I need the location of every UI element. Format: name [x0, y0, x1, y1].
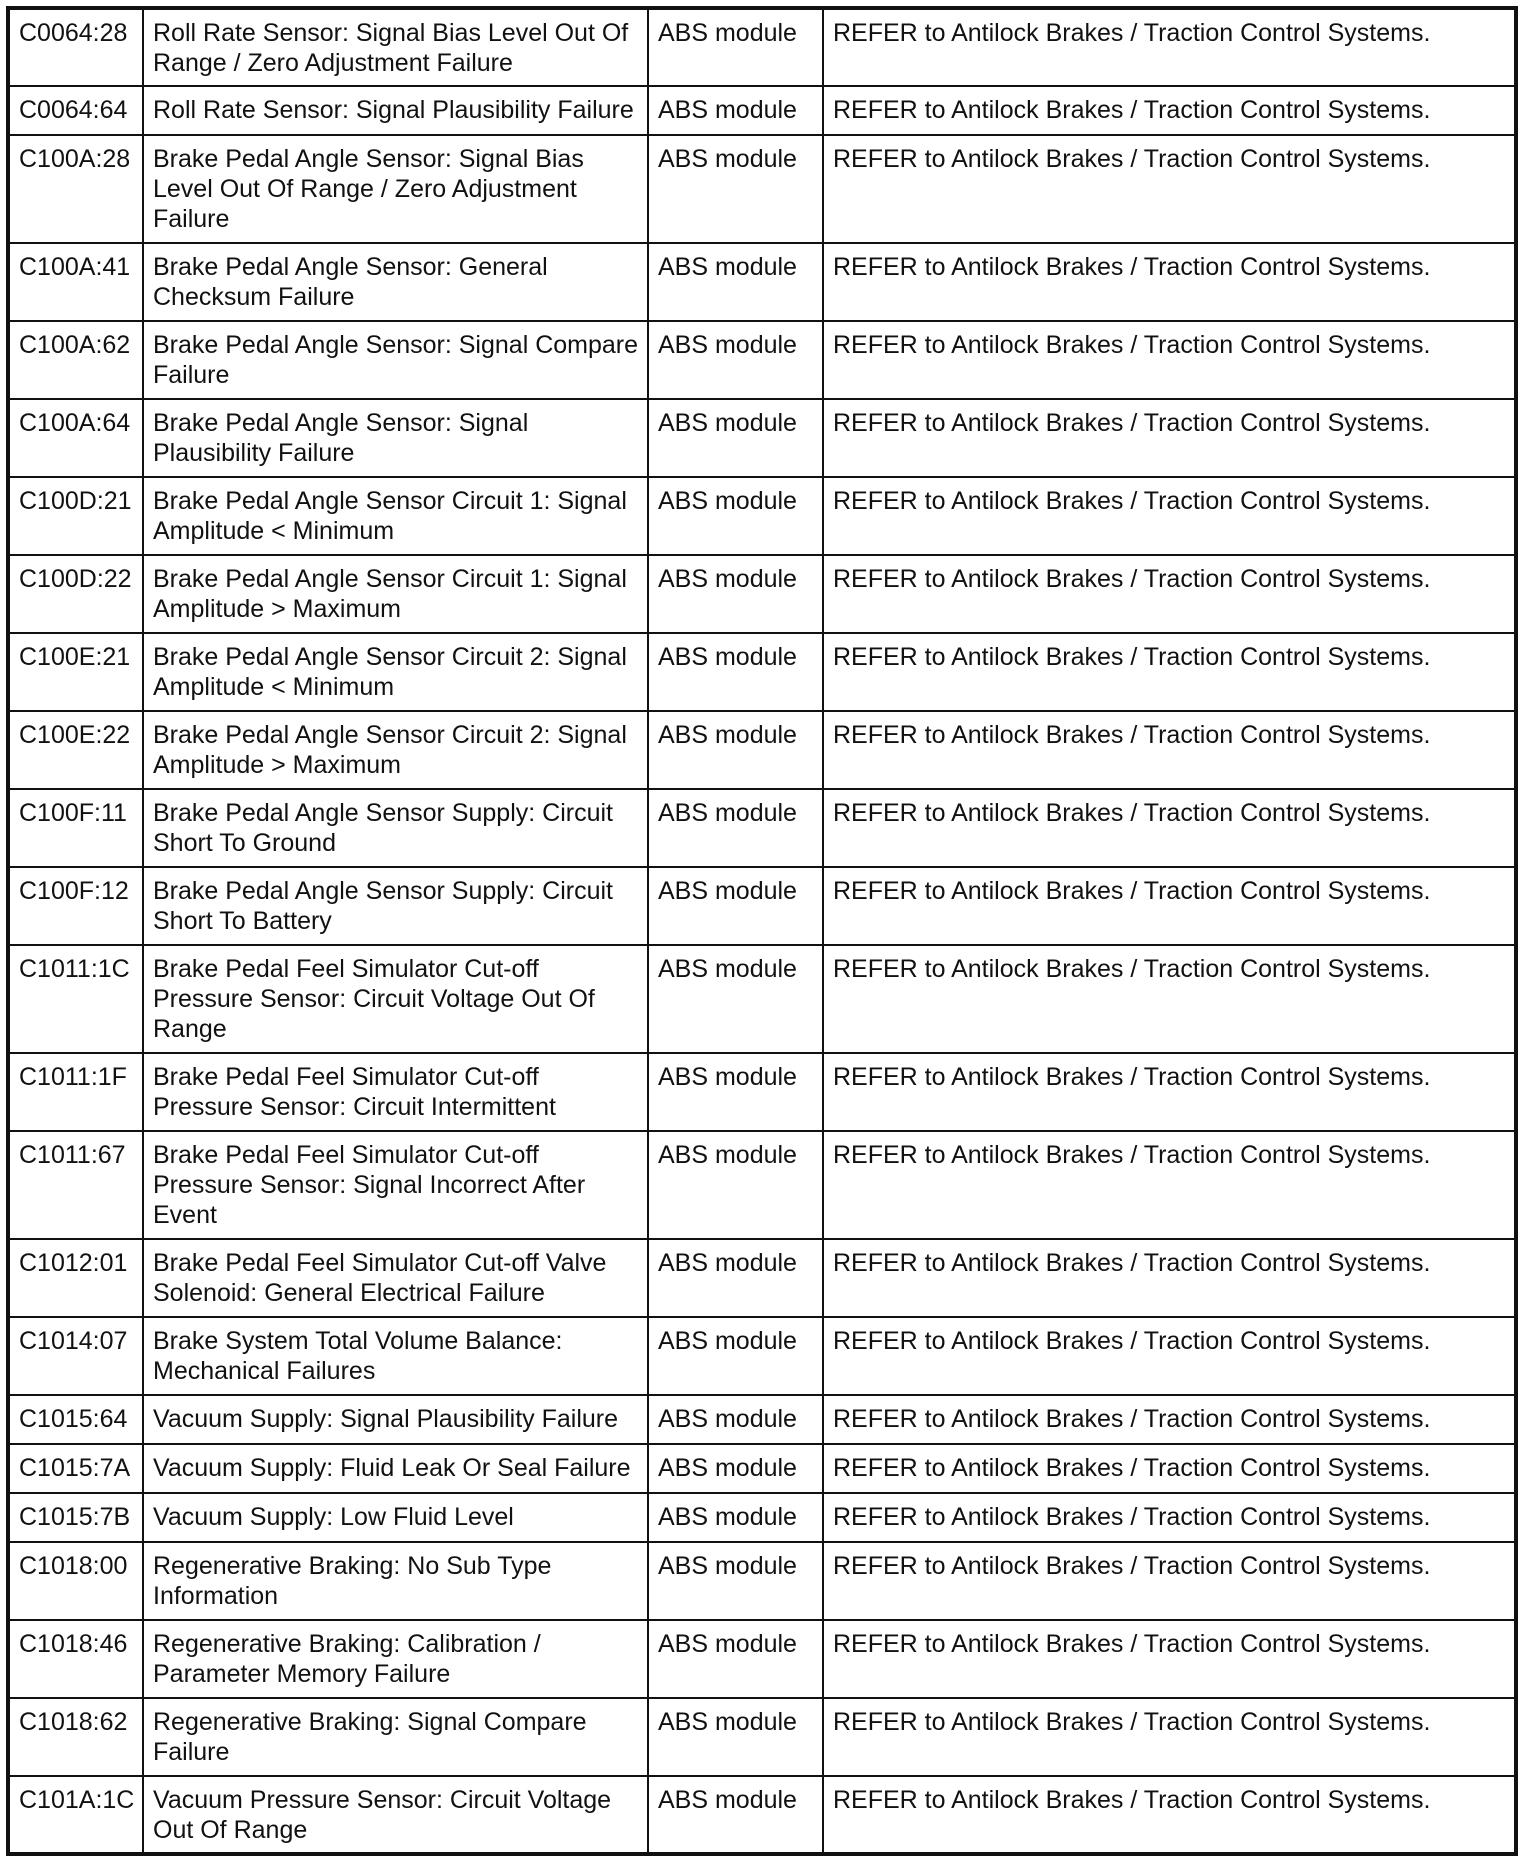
dtc-description-cell: Vacuum Pressure Sensor: Circuit Voltage Out Of Range: [143, 1776, 648, 1854]
table-row: [8, 86, 1516, 135]
dtc-code-cell: C1015:7B: [8, 1493, 143, 1542]
table-row: [8, 477, 1516, 555]
dtc-description-cell: Brake Pedal Angle Sensor Supply: Circuit Short To Battery: [143, 867, 648, 945]
table-row: [8, 135, 1516, 243]
dtc-description-cell: Regenerative Braking: Signal Compare Failure: [143, 1698, 648, 1776]
module-cell: ABS module: [648, 1493, 823, 1542]
module-cell: ABS module: [648, 1444, 823, 1493]
dtc-code-cell: C100A:28: [8, 135, 143, 243]
dtc-code-cell: C1015:7A: [8, 1444, 143, 1493]
dtc-code-cell: C1012:01: [8, 1239, 143, 1317]
dtc-code-cell: C1015:64: [8, 1395, 143, 1444]
dtc-code-cell: C1011:67: [8, 1131, 143, 1239]
module-cell: ABS module: [648, 477, 823, 555]
table-row: [8, 789, 1516, 867]
table-row: [8, 321, 1516, 399]
dtc-description-cell: Brake Pedal Feel Simulator Cut-off Pressure Sensor: Signal Incorrect After Event: [143, 1131, 648, 1239]
dtc-code-cell: C100D:22: [8, 555, 143, 633]
action-cell: REFER to Antilock Brakes / Traction Control Systems.: [823, 1493, 1516, 1542]
module-cell: ABS module: [648, 135, 823, 243]
table-row: [8, 633, 1516, 711]
action-cell: REFER to Antilock Brakes / Traction Control Systems.: [823, 711, 1516, 789]
table-row: [8, 1620, 1516, 1698]
dtc-description-cell: Brake Pedal Angle Sensor: General Checksum Failure: [143, 243, 648, 321]
dtc-description-cell: Roll Rate Sensor: Signal Bias Level Out Of Range / Zero Adjustment Failure: [143, 8, 648, 86]
dtc-description-cell: Brake Pedal Feel Simulator Cut-off Pressure Sensor: Circuit Intermittent: [143, 1053, 648, 1131]
action-cell: REFER to Antilock Brakes / Traction Control Systems.: [823, 86, 1516, 135]
dtc-code-cell: C100E:21: [8, 633, 143, 711]
action-cell: REFER to Antilock Brakes / Traction Control Systems.: [823, 321, 1516, 399]
module-cell: ABS module: [648, 1698, 823, 1776]
dtc-table-body: [8, 8, 1516, 1854]
action-cell: REFER to Antilock Brakes / Traction Control Systems.: [823, 399, 1516, 477]
action-cell: REFER to Antilock Brakes / Traction Control Systems.: [823, 243, 1516, 321]
module-cell: ABS module: [648, 1131, 823, 1239]
dtc-description-cell: Brake Pedal Angle Sensor Circuit 2: Signal Amplitude > Maximum: [143, 711, 648, 789]
module-cell: ABS module: [648, 867, 823, 945]
table-row: [8, 1239, 1516, 1317]
module-cell: ABS module: [648, 633, 823, 711]
dtc-description-cell: Brake Pedal Angle Sensor Circuit 1: Signal Amplitude > Maximum: [143, 555, 648, 633]
action-cell: REFER to Antilock Brakes / Traction Control Systems.: [823, 1053, 1516, 1131]
module-cell: ABS module: [648, 789, 823, 867]
table-row: [8, 555, 1516, 633]
table-row: [8, 1395, 1516, 1444]
action-cell: REFER to Antilock Brakes / Traction Control Systems.: [823, 867, 1516, 945]
dtc-description-cell: Regenerative Braking: Calibration / Parameter Memory Failure: [143, 1620, 648, 1698]
table-row: [8, 1053, 1516, 1131]
action-cell: REFER to Antilock Brakes / Traction Control Systems.: [823, 135, 1516, 243]
action-cell: REFER to Antilock Brakes / Traction Control Systems.: [823, 633, 1516, 711]
dtc-code-cell: C1018:62: [8, 1698, 143, 1776]
table-row: [8, 945, 1516, 1053]
action-cell: REFER to Antilock Brakes / Traction Control Systems.: [823, 945, 1516, 1053]
action-cell: REFER to Antilock Brakes / Traction Control Systems.: [823, 1131, 1516, 1239]
dtc-description-cell: Brake Pedal Angle Sensor Circuit 2: Signal Amplitude < Minimum: [143, 633, 648, 711]
table-row: [8, 867, 1516, 945]
module-cell: ABS module: [648, 1395, 823, 1444]
action-cell: REFER to Antilock Brakes / Traction Control Systems.: [823, 1620, 1516, 1698]
table-row: [8, 243, 1516, 321]
table-row: [8, 8, 1516, 86]
table-row: [8, 1542, 1516, 1620]
dtc-code-cell: C100A:62: [8, 321, 143, 399]
dtc-description-cell: Brake Pedal Angle Sensor: Signal Plausibility Failure: [143, 399, 648, 477]
action-cell: REFER to Antilock Brakes / Traction Control Systems.: [823, 789, 1516, 867]
module-cell: ABS module: [648, 1317, 823, 1395]
table-row: [8, 711, 1516, 789]
dtc-code-cell: C100F:12: [8, 867, 143, 945]
dtc-description-cell: Brake Pedal Angle Sensor: Signal Compare Failure: [143, 321, 648, 399]
dtc-code-cell: C100A:64: [8, 399, 143, 477]
dtc-table: [6, 6, 1518, 1856]
dtc-code-cell: C0064:28: [8, 8, 143, 86]
dtc-code-cell: C1011:1C: [8, 945, 143, 1053]
module-cell: ABS module: [648, 1542, 823, 1620]
dtc-description-cell: Vacuum Supply: Signal Plausibility Failure: [143, 1395, 648, 1444]
dtc-code-cell: C100F:11: [8, 789, 143, 867]
dtc-description-cell: Brake Pedal Angle Sensor Supply: Circuit Short To Ground: [143, 789, 648, 867]
module-cell: ABS module: [648, 86, 823, 135]
action-cell: REFER to Antilock Brakes / Traction Control Systems.: [823, 1776, 1516, 1854]
module-cell: ABS module: [648, 1053, 823, 1131]
module-cell: ABS module: [648, 243, 823, 321]
table-row: [8, 1131, 1516, 1239]
dtc-description-cell: Brake Pedal Angle Sensor: Signal Bias Level Out Of Range / Zero Adjustment Failure: [143, 135, 648, 243]
dtc-description-cell: Vacuum Supply: Fluid Leak Or Seal Failure: [143, 1444, 648, 1493]
action-cell: REFER to Antilock Brakes / Traction Control Systems.: [823, 1239, 1516, 1317]
dtc-code-cell: C100D:21: [8, 477, 143, 555]
dtc-code-cell: C0064:64: [8, 86, 143, 135]
module-cell: ABS module: [648, 321, 823, 399]
dtc-code-cell: C1011:1F: [8, 1053, 143, 1131]
module-cell: ABS module: [648, 399, 823, 477]
table-row: [8, 399, 1516, 477]
dtc-table-sheet: [6, 6, 1514, 1848]
dtc-code-cell: C100E:22: [8, 711, 143, 789]
action-cell: REFER to Antilock Brakes / Traction Control Systems.: [823, 477, 1516, 555]
table-row: [8, 1493, 1516, 1542]
dtc-description-cell: Brake Pedal Angle Sensor Circuit 1: Signal Amplitude < Minimum: [143, 477, 648, 555]
module-cell: ABS module: [648, 555, 823, 633]
table-row: [8, 1317, 1516, 1395]
module-cell: ABS module: [648, 945, 823, 1053]
action-cell: REFER to Antilock Brakes / Traction Control Systems.: [823, 1395, 1516, 1444]
dtc-description-cell: Brake Pedal Feel Simulator Cut-off Valve Solenoid: General Electrical Failure: [143, 1239, 648, 1317]
dtc-code-cell: C100A:41: [8, 243, 143, 321]
module-cell: ABS module: [648, 1776, 823, 1854]
module-cell: ABS module: [648, 1239, 823, 1317]
action-cell: REFER to Antilock Brakes / Traction Control Systems.: [823, 1317, 1516, 1395]
module-cell: ABS module: [648, 711, 823, 789]
table-row: [8, 1776, 1516, 1854]
action-cell: REFER to Antilock Brakes / Traction Control Systems.: [823, 1698, 1516, 1776]
dtc-code-cell: C1018:46: [8, 1620, 143, 1698]
action-cell: REFER to Antilock Brakes / Traction Control Systems.: [823, 1542, 1516, 1620]
module-cell: ABS module: [648, 1620, 823, 1698]
table-row: [8, 1698, 1516, 1776]
action-cell: REFER to Antilock Brakes / Traction Control Systems.: [823, 555, 1516, 633]
module-cell: ABS module: [648, 8, 823, 86]
dtc-code-cell: C1014:07: [8, 1317, 143, 1395]
action-cell: REFER to Antilock Brakes / Traction Control Systems.: [823, 8, 1516, 86]
dtc-code-cell: C101A:1C: [8, 1776, 143, 1854]
dtc-code-cell: C1018:00: [8, 1542, 143, 1620]
dtc-description-cell: Vacuum Supply: Low Fluid Level: [143, 1493, 648, 1542]
dtc-description-cell: Brake System Total Volume Balance: Mechanical Failures: [143, 1317, 648, 1395]
action-cell: REFER to Antilock Brakes / Traction Control Systems.: [823, 1444, 1516, 1493]
dtc-description-cell: Brake Pedal Feel Simulator Cut-off Pressure Sensor: Circuit Voltage Out Of Range: [143, 945, 648, 1053]
dtc-description-cell: Roll Rate Sensor: Signal Plausibility Failure: [143, 86, 648, 135]
dtc-description-cell: Regenerative Braking: No Sub Type Information: [143, 1542, 648, 1620]
table-row: [8, 1444, 1516, 1493]
